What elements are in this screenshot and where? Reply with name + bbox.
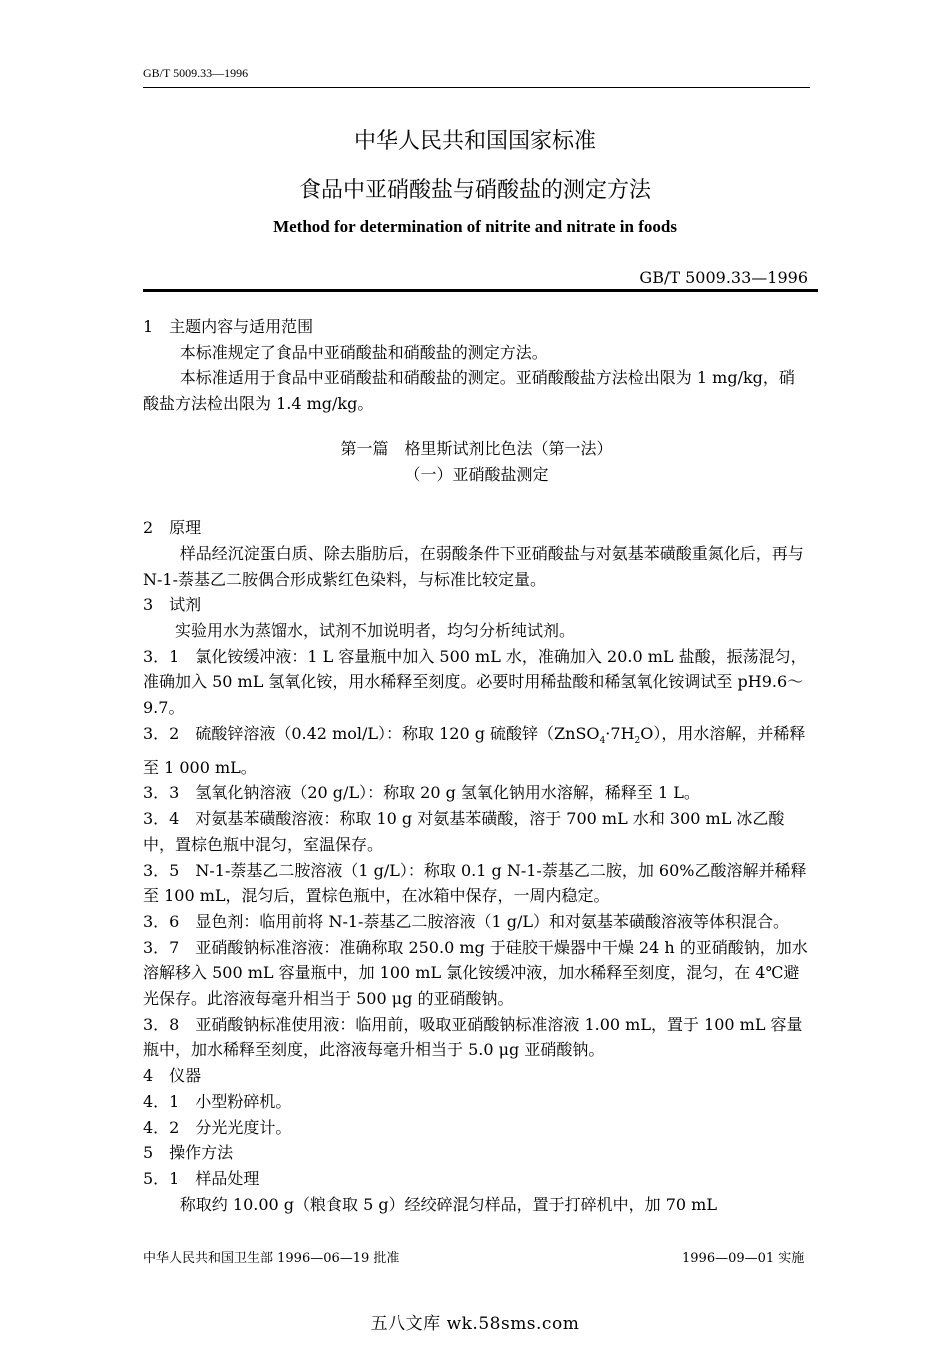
document-body: [143, 314, 810, 1217]
section-2-paragraph: 样品经沉淀蛋白质、除去脂肪后，在弱酸条件下亚硝酸盐与对氨基苯磺酸重氮化后，再与 N-1-萘基乙二胺偶合形成紫红色染料，与标准比较定量。: [143, 543, 804, 589]
section-3-paragraph: 实验用水为蒸馏水，试剂不加说明者，均匀分析纯试剂。: [175, 621, 576, 641]
national-standard-title: 中华人民共和国国家标准: [353, 129, 596, 154]
section-5-heading: 5 操作方法: [143, 1143, 234, 1163]
section-5-paragraph: 称取约 10.00 g（粮食取 5 g）经绞碎混匀样品，置于打碎机中，加 70 mL: [179, 1194, 717, 1214]
watermark: 五八文库 wk.58sms.com: [370, 1314, 580, 1334]
clause-3-4: 3．4 对氨基苯磺酸溶液：称取 10 g 对氨基苯磺酸，溶于 700 mL 水和 300 mL 冰乙酸中，置棕色瓶中混匀，室温保存。: [143, 809, 785, 854]
part-1-subtitle: （一）亚硝酸盐测定: [404, 464, 549, 484]
approval-date: 中华人民共和国卫生部 1996—06—19 批准: [143, 1251, 400, 1266]
clause-3-1: 3．1 氯化铵缓冲液：1 L 容量瓶中加入 500 mL 水，准确加入 20.0 mL 盐酸，振荡混匀，准确加入 50 mL 氢氧化铵，用水稀释至刻度。必要时用稀盐酸和稀氢氧化铵调试至 pH9.6～9.7。: [143, 646, 807, 718]
section-2-heading: 2 原理: [143, 518, 202, 538]
section-1-paragraph: 本标准适用于食品中亚硝酸盐和硝酸盐的测定。亚硝酸酸盐方法检出限为 1 mg/kg，硝酸盐方法检出限为 1.4 mg/kg。: [143, 368, 795, 414]
section-1-heading: 1 主题内容与适用范围: [143, 317, 314, 336]
clause-3-6: 3．6 显色剂：临用前将 N-1-萘基乙二胺溶液（1 g/L）和对氨基苯磺酸溶液等体积混合。: [143, 911, 789, 931]
clause-3-2: 3．2 硫酸锌溶液（0.42 mol/L）：称取 120 g 硫酸锌$(ZnSO_4\cdot 7H_2O)$，用水溶解，并稀释至 1 000 mL。: [143, 723, 806, 777]
header-standard-code: GB/T 5009.33—1996: [143, 66, 249, 80]
clause-4-1: 4．1 小型粉碎机。: [143, 1091, 292, 1111]
clause-5-1: 5．1 样品处理: [143, 1168, 260, 1188]
clause-3-3: 3．3 氢氧化钠溶液（20 g/L）：称取 20 g 氢氧化钠用水溶解，稀释至 1 L。: [143, 783, 700, 803]
section-4-heading: 4 仪器: [143, 1066, 202, 1086]
part-1-title: 第一篇 格里斯试剂比色法（第一法）: [340, 438, 613, 458]
document-title: 食品中亚硝酸盐与硝酸盐的测定方法: [298, 178, 651, 203]
effective-date: 1996—09—01 实施: [682, 1251, 805, 1266]
clause-3-7: 3．7 亚硝酸钠标准溶液：准确称取 250.0 mg 于硅胶干燥器中干燥 24 h 的亚硝酸钠，加水溶解移入 500 mL 容量瓶中，加 100 mL 氯化铵缓冲液，加水稀释至刻度，混匀，在 4℃避光保存。此溶液每毫升相当于 500 μg 的亚硝酸钠。: [143, 937, 808, 1009]
section-3-heading: 3 试剂: [143, 595, 202, 615]
standard-number: GB/T 5009.33—1996: [639, 268, 808, 287]
clause-3-8: 3．8 亚硝酸钠标准使用液：临用前，吸取亚硝酸钠标准溶液 1.00 mL，置于 100 mL 容量瓶中，加水稀释至刻度，此溶液每毫升相当于 5.0 μg 亚硝酸钠。: [143, 1014, 803, 1060]
title-rule: [143, 289, 818, 292]
header-rule: [143, 87, 810, 88]
section-1-paragraph: 本标准规定了食品中亚硝酸盐和硝酸盐的测定方法。: [179, 342, 548, 362]
clause-3-5: 3．5 N-1-萘基乙二胺溶液（1 g/L）：称取 0.1 g N-1-萘基乙二胺，加 60%乙酸溶解并稀释至 100 mL，混匀后，置棕色瓶中，在冰箱中保存，一周内稳定。: [143, 860, 807, 906]
clause-4-2: 4．2 分光光度计。: [143, 1117, 292, 1137]
english-title: Method for determination of nitrite and nitrate in foods: [273, 217, 677, 236]
